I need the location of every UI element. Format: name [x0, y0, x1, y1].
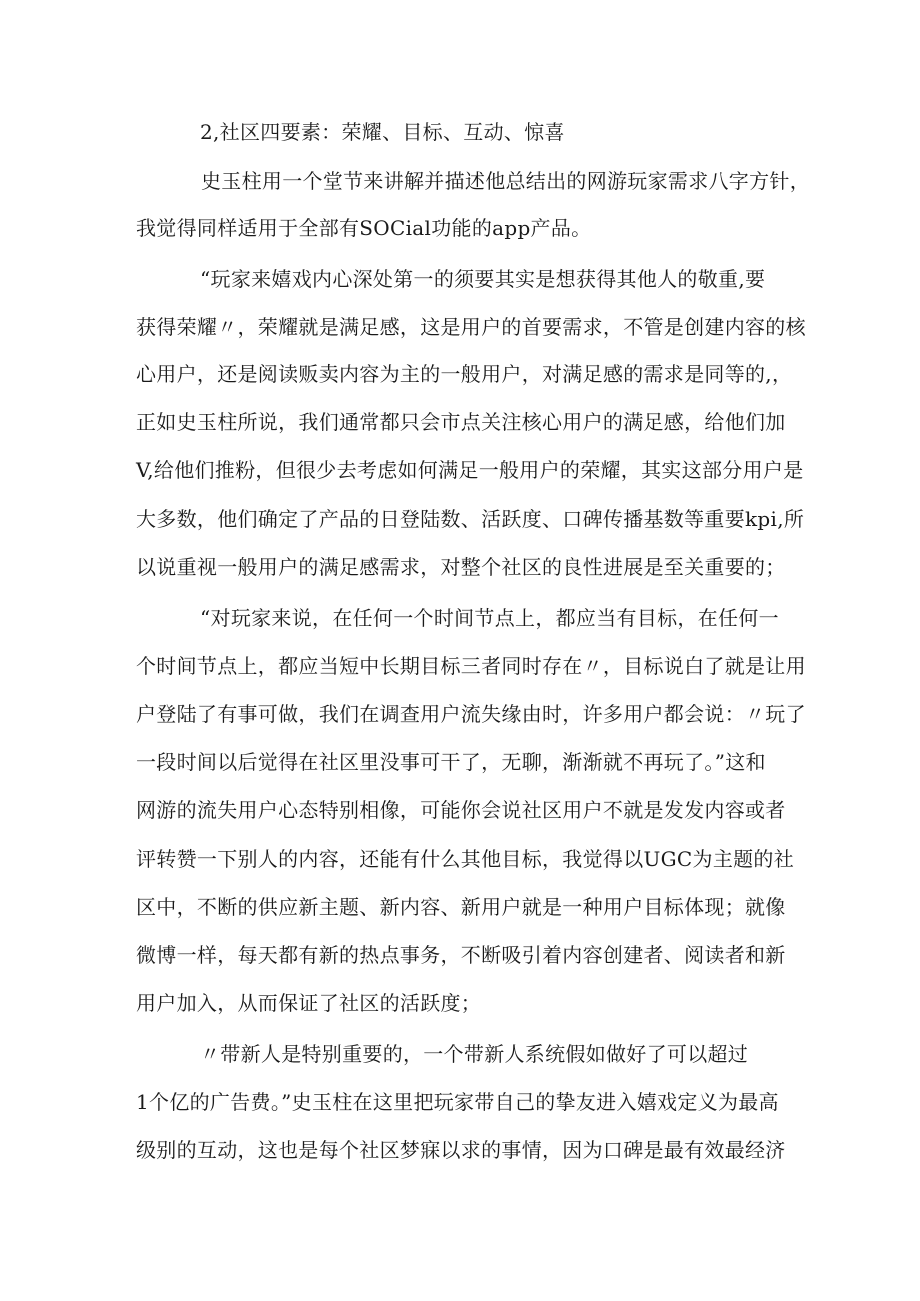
paragraph-2-line-4: 正如史玉柱所说，我们通常都只会市点关注核心用户的满足感，给他们加	[136, 410, 786, 434]
paragraph-3-line-4: 一段时间以后觉得在社区里没事可干了，无聊，渐渐就不再玩了。”这和	[136, 750, 766, 774]
paragraph-2-line-7: 以说重视一般用户的满足感需求，对整个社区的良性进展是至关重要的；	[136, 555, 786, 579]
paragraph-2-line-6: 大多数，他们确定了产品的日登陆数、活跃度、口碑传播基数等重要kpi,所	[136, 507, 805, 531]
paragraph-3-line-8: 微博一样，每天都有新的热点事务，不断吸引着内容创建者、阅读者和新	[136, 943, 786, 967]
paragraph-4-line-1: 〃带新人是特别重要的，一个带新人系统假如做好了可以超过	[200, 1042, 749, 1066]
paragraph-3-line-1: “对玩家来说，在任何一个时间节点上，都应当有目标，在任何一	[200, 606, 779, 630]
paragraph-3-line-5: 网游的流失用户心态特别相像，可能你会说社区用户不就是发发内容或者	[136, 798, 786, 822]
paragraph-1-line-2: 我觉得同样适用于全部有SOCial功能的app产品。	[136, 216, 592, 240]
paragraph-3-line-3: 户登陆了有事可做，我们在调查用户流失缘由时，许多用户都会说：〃玩了	[136, 702, 806, 726]
paragraph-2-line-1: “玩家来嬉戏内心深处第一的须要其实是想获得其他人的敬重,要	[200, 267, 766, 291]
paragraph-4-line-3: 级别的互动，这也是每个社区梦寐以求的事情，因为口碑是最有效最经济	[136, 1138, 786, 1162]
paragraph-3-line-9: 用户加入，从而保证了社区的活跃度；	[136, 991, 482, 1015]
paragraph-3-line-2: 个时间节点上，都应当短中长期目标三者同时存在〃，目标说白了就是让用	[136, 654, 806, 678]
paragraph-2-line-2: 获得荣耀〃，荣耀就是满足感，这是用户的首要需求，不管是创建内容的核	[136, 315, 806, 339]
paragraph-2-line-3: 心用户，还是阅读贩卖内容为主的一般用户，对满足感的需求是同等的,，	[136, 362, 793, 386]
paragraph-3-line-6: 评转赞一下别人的内容，还能有什么其他目标，我觉得以UGC为主题的社	[136, 847, 795, 871]
paragraph-1-line-1: 史玉柱用一个堂节来讲解并描述他总结出的网游玩家需求八字方针，	[201, 169, 810, 193]
section-heading: 2,社区四要素：荣耀、目标、互动、惊喜	[200, 120, 565, 144]
paragraph-2-line-5: V,给他们推粉，但很少去考虑如何满足一般用户的荣耀，其实这部分用户是	[136, 458, 804, 482]
paragraph-3-line-7: 区中，不断的供应新主题、新内容、新用户就是一种用户目标体现；就像	[136, 895, 786, 919]
paragraph-4-line-2: 1个亿的广告费。”史玉柱在这里把玩家带自己的挚友进入嬉戏定义为最高	[136, 1090, 779, 1114]
